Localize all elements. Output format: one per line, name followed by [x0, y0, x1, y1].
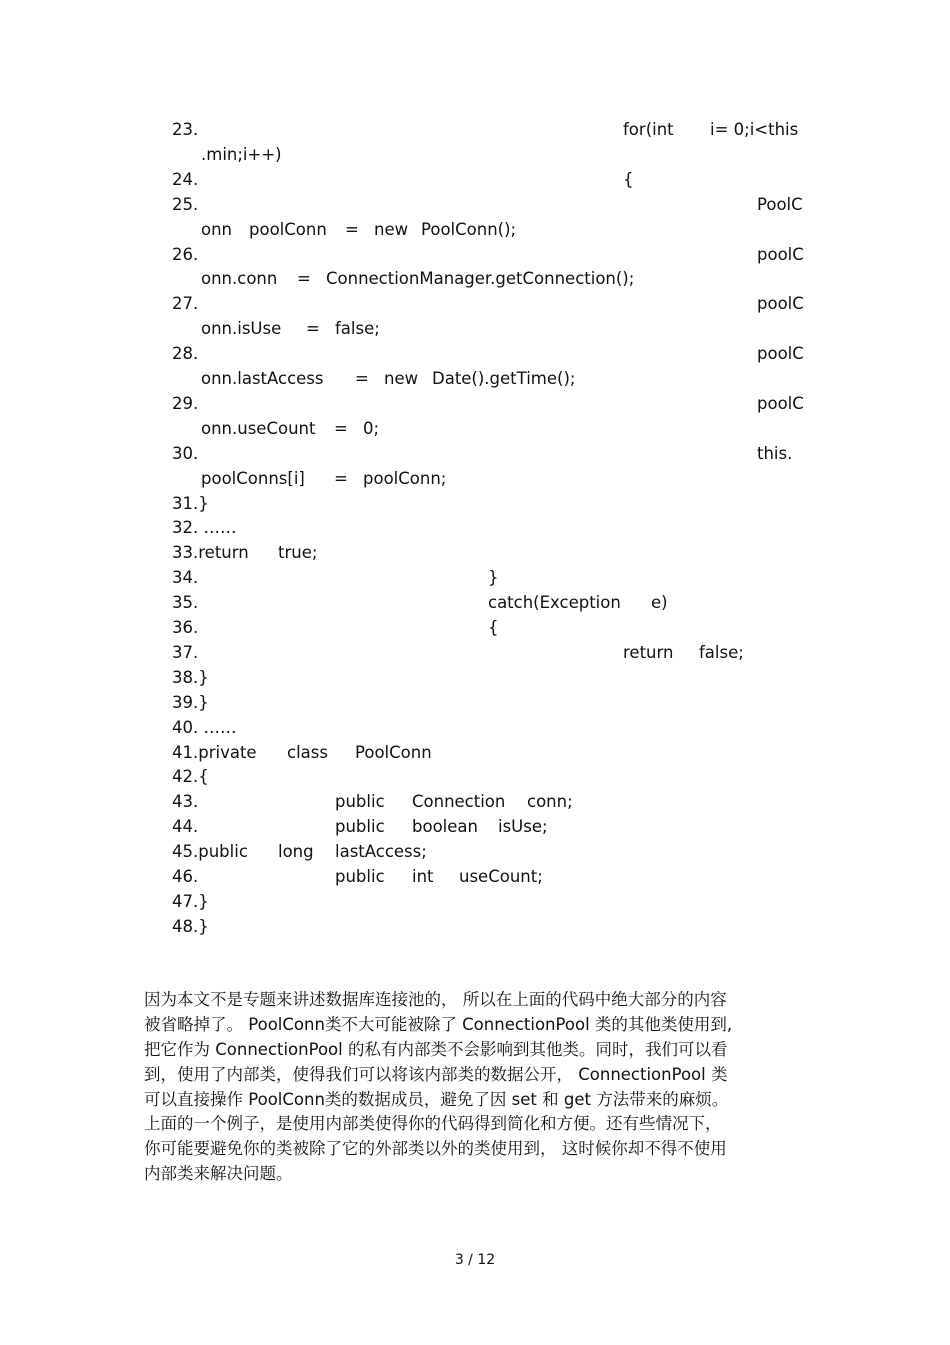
- code-token: isUse;: [498, 817, 548, 837]
- paragraph-line: 内部类来解决问题。: [144, 1164, 293, 1184]
- code-token: 0;: [363, 418, 380, 438]
- line-number: 28.: [172, 344, 199, 364]
- body-paragraph: [144, 988, 809, 1187]
- line-number: 42.{: [172, 767, 209, 787]
- code-token: poolC: [757, 294, 804, 314]
- code-token: onn.lastAccess: [201, 369, 324, 388]
- code-token: conn;: [527, 792, 573, 812]
- code-token: false;: [699, 642, 744, 662]
- code-token: this.: [757, 443, 793, 463]
- line-number: 34.: [172, 568, 199, 588]
- code-token: return: [623, 642, 674, 662]
- code-token: e): [651, 593, 668, 613]
- line-number: 40. ……: [172, 717, 237, 737]
- paragraph-line: 因为本文不是专题来讲述数据库连接池的， 所以在上面的代码中绝大部分的内容: [144, 990, 727, 1009]
- code-token: PoolConn: [355, 742, 432, 762]
- code-token: =: [297, 269, 311, 289]
- line-number: 35.: [172, 593, 199, 613]
- code-token: ConnectionManager.getConnection();: [326, 269, 635, 289]
- code-token: lastAccess;: [335, 842, 427, 862]
- code-token: true;: [278, 543, 318, 563]
- code-token: onn: [201, 219, 233, 239]
- code-token: boolean: [412, 817, 478, 837]
- line-number: 43.: [172, 792, 199, 812]
- code-token: =: [355, 369, 369, 388]
- code-token: onn.isUse: [201, 319, 282, 339]
- code-token: i= 0;i<this: [710, 120, 799, 139]
- line-number: 44.: [172, 817, 199, 837]
- page-number: 3 / 12: [454, 1252, 496, 1268]
- code-token: for(int: [623, 120, 674, 139]
- code-token: onn.useCount: [201, 418, 316, 438]
- paragraph-line: 到，使用了内部类，使得我们可以将该内部类的数据公开， ConnectionPool 类: [144, 1064, 728, 1084]
- code-token: public: [335, 817, 385, 837]
- line-number: 47.}: [172, 891, 209, 911]
- code-token: poolConn: [249, 219, 327, 239]
- code-token: new: [384, 369, 419, 388]
- code-token: onn.conn: [201, 269, 278, 289]
- line-number: 26.: [172, 244, 199, 264]
- paragraph-line: 被省略掉了。 PoolConn类不大可能被除了 ConnectionPool 类的其他类使用到,: [144, 1014, 733, 1034]
- line-number: 33.return: [172, 543, 249, 563]
- code-token: new: [374, 219, 409, 239]
- line-number: 46.: [172, 867, 199, 886]
- code-token: poolC: [757, 244, 804, 264]
- line-number: 38.}: [172, 667, 209, 687]
- code-token: public: [335, 867, 385, 886]
- line-number: 39.}: [172, 692, 209, 712]
- code-token: poolC: [757, 393, 804, 413]
- code-token: Connection: [412, 792, 506, 812]
- code-token: poolC: [757, 344, 804, 364]
- code-token: public: [335, 792, 385, 812]
- paragraph-line: 上面的一个例子，是使用内部类使得你的代码得到简化和方便。还有些情况下，: [144, 1114, 722, 1134]
- line-number: 29.: [172, 393, 199, 413]
- code-token: {: [623, 169, 634, 189]
- code-token: Date().getTime();: [432, 369, 576, 388]
- paragraph-line: 可以直接操作 PoolConn类的数据成员，避免了因 set 和 get 方法带来的麻烦。: [144, 1089, 729, 1109]
- code-token: =: [306, 319, 320, 339]
- paragraph-line: 把它作为 ConnectionPool 的私有内部类不会影响到其他类。同时，我们可以看: [144, 1039, 728, 1059]
- line-number: 48.}: [172, 916, 209, 936]
- line-number: 37.: [172, 642, 199, 662]
- code-token: poolConns[i]: [201, 468, 305, 488]
- line-number: 23.: [172, 120, 199, 139]
- line-number: 32. ……: [172, 518, 237, 538]
- code-token: =: [345, 219, 359, 239]
- code-token: .min;i++): [201, 144, 282, 164]
- line-number: 25.: [172, 194, 199, 214]
- code-token: false;: [335, 319, 380, 339]
- code-token: }: [488, 568, 499, 588]
- line-number: 30.: [172, 443, 199, 463]
- code-token: {: [488, 618, 499, 637]
- line-number: 27.: [172, 294, 199, 314]
- code-token: =: [334, 468, 348, 488]
- code-token: PoolC: [757, 194, 803, 214]
- code-token: catch(Exception: [488, 593, 621, 613]
- code-token: class: [287, 742, 328, 762]
- code-token: =: [334, 418, 348, 438]
- code-token: poolConn;: [363, 468, 447, 488]
- line-number: 24.: [172, 169, 199, 189]
- line-number: 31.}: [172, 493, 209, 513]
- line-number: 41.private: [172, 742, 257, 762]
- line-number: 45.public: [172, 842, 248, 862]
- code-token: useCount;: [459, 867, 543, 886]
- line-number: 36.: [172, 618, 199, 637]
- code-token: int: [412, 867, 434, 886]
- code-token: PoolConn();: [421, 219, 517, 239]
- paragraph-line: 你可能要避免你的类被除了它的外部类以外的类使用到， 这时候你却不得不使用: [144, 1139, 727, 1159]
- code-token: long: [278, 842, 314, 862]
